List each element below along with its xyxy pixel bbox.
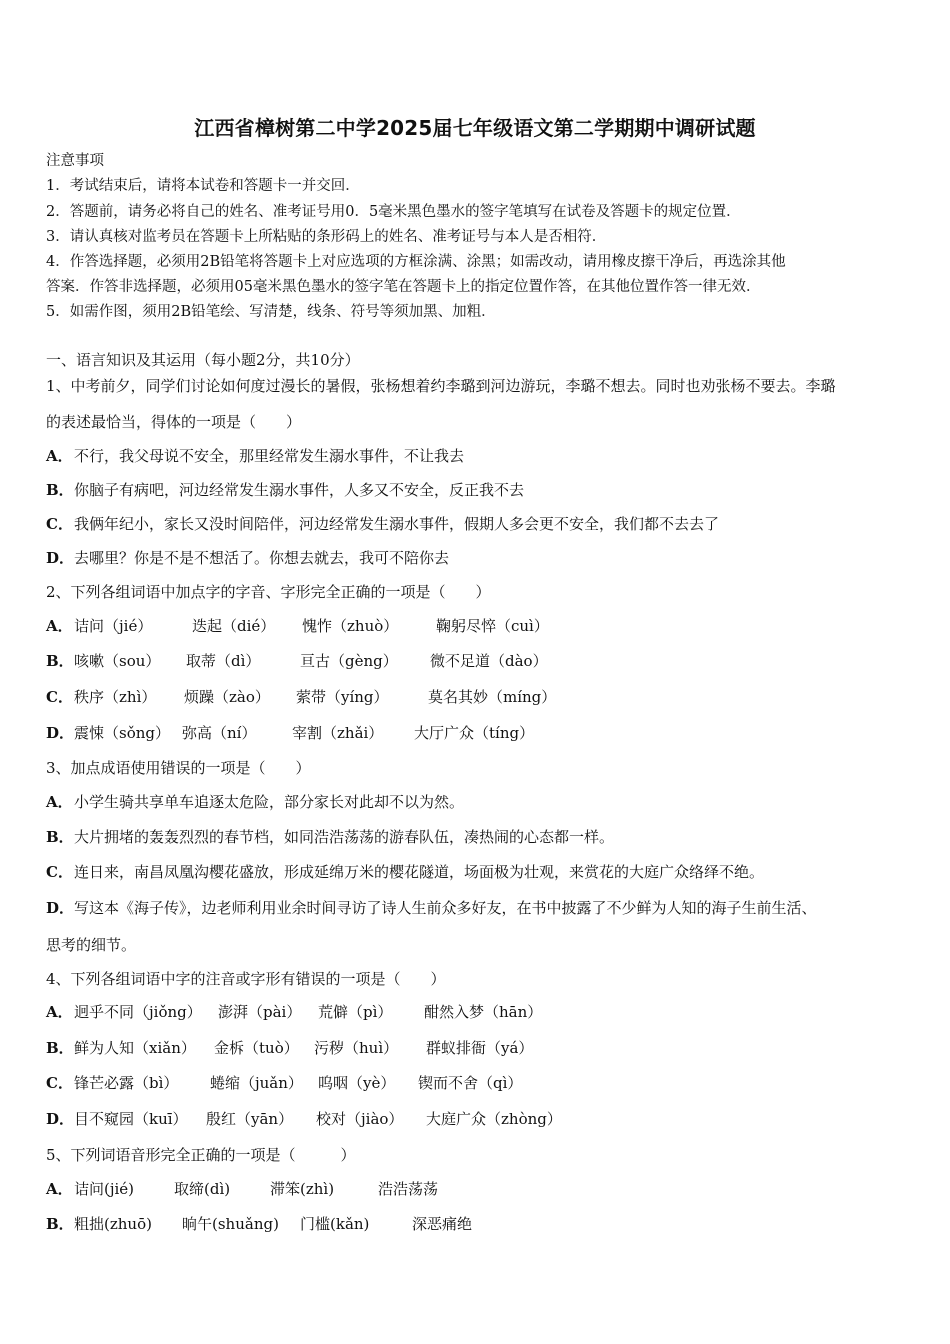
question-3-option-d: D．写这本《海子传》，边老师利用业余时间寻访了诗人生前众多好友，在书中披露了不少鲜为人知的海子生前生活、 bbox=[46, 899, 817, 917]
question-5-stem: 5、下列词语音形完全正确的一项是（ ） bbox=[46, 1146, 356, 1164]
question-5-option-b: B．粗拙(zhuō) 晌午(shuǎng) 门槛(kǎn) 深恶痛绝 bbox=[46, 1215, 473, 1233]
notice-item: 2．答题前，请务必将自己的姓名、准考证号用0．5毫米黑色墨水的签字笔填写在试卷及答题卡的规定位置． bbox=[46, 204, 741, 220]
question-4-stem: 4、下列各组词语中字的注音或字形有错误的一项是（ ） bbox=[46, 970, 446, 988]
question-1-stem: 1、中考前夕，同学们讨论如何度过漫长的暑假，张杨想着约李璐到河边游玩，李璐不想去。同时也劝张杨不要去。李璐 bbox=[46, 377, 836, 395]
notice-heading: 注意事项 bbox=[46, 153, 104, 169]
section-heading: 一、语言知识及其运用（每小题2分，共10分） bbox=[46, 351, 360, 369]
notice-item: 3．请认真核对监考员在答题卡上所粘贴的条形码上的姓名、准考证号与本人是否相符． bbox=[46, 229, 607, 245]
question-1-option-c: C．我俩年纪小，家长又没时间陪伴，河边经常发生溺水事件，假期人多会更不安全，我们都不去去了 bbox=[46, 515, 720, 533]
question-1-option-a: A．不行，我父母说不安全，那里经常发生溺水事件，不让我去 bbox=[46, 447, 465, 465]
question-3-option-c: C．连日来，南昌凤凰沟樱花盛放，形成延绵万米的樱花隧道，场面极为壮观，来赏花的大庭广众络绎不绝。 bbox=[46, 863, 765, 881]
question-2-stem: 2、下列各组词语中加点字的字音、字形完全正确的一项是（ ） bbox=[46, 583, 491, 601]
page-title: 江西省樟树第二中学2025届七年级语文第二学期期中调研试题 bbox=[194, 116, 756, 140]
question-1-stem-cont: 的表述最恰当，得体的一项是（ ） bbox=[46, 413, 302, 431]
question-4-option-b: B．鲜为人知（xiǎn） 金柝（tuò） 污秽（huì） 群蚁排衙（yá） bbox=[46, 1039, 534, 1057]
notice-item: 答案．作答非选择题，必须用05毫米黑色墨水的签字笔在答题卡上的指定位置作答，在其他位置作答一律无效． bbox=[46, 279, 761, 295]
question-2-option-d: D．震悚（sǒng） 弥高（ní） 宰割（zhǎi） 大厅广众（tíng） bbox=[46, 724, 535, 742]
question-3-stem: 3、加点成语使用错误的一项是（ ） bbox=[46, 759, 311, 777]
question-2-option-c: C．秩序（zhì） 烦躁（zào） 萦带（yíng） 莫名其妙（míng） bbox=[46, 688, 557, 706]
question-3-option-a: A．小学生骑共享单车追逐太危险，部分家长对此却不以为然。 bbox=[46, 793, 465, 811]
question-2-option-b: B．咳嗽（sou） 取蒂（dì） 亘古（gèng） 微不足道（dào） bbox=[46, 652, 548, 670]
question-4-option-a: A．迥乎不同（jiǒng） 澎湃（pài） 荒僻（pì） 酣然入梦（hān） bbox=[46, 1003, 543, 1021]
notice-item: 4．作答选择题，必须用2B铅笔将答题卡上对应选项的方框涂满、涂黑；如需改动，请用橡皮擦干净后，再选涂其他 bbox=[46, 254, 786, 270]
question-1-option-d: D．去哪里？你是不是不想活了。你想去就去，我可不陪你去 bbox=[46, 549, 450, 567]
notice-item: 1．考试结束后，请将本试卷和答题卡一并交回． bbox=[46, 178, 360, 194]
question-3-option-b: B．大片拥堵的轰轰烈烈的春节档，如同浩浩荡荡的游春队伍，凑热闹的心态都一样。 bbox=[46, 828, 615, 846]
question-4-option-d: D．目不窥园（kuī） 殷红（yān） 校对（jiào） 大庭广众（zhòng） bbox=[46, 1110, 562, 1128]
question-3-option-d-cont: 思考的细节。 bbox=[46, 936, 137, 954]
question-4-option-c: C．锋芒必露（bì） 蜷缩（juǎn） 呜咽（yè） 锲而不舍（qì） bbox=[46, 1074, 523, 1092]
notice-item: 5．如需作图，须用2B铅笔绘、写清楚，线条、符号等须加黑、加粗． bbox=[46, 304, 496, 320]
question-5-option-a: A．诘问(jié) 取缔(dì) 滞笨(zhì) 浩浩荡荡 bbox=[46, 1180, 439, 1198]
question-1-option-b: B．你脑子有病吧，河边经常发生溺水事件，人多又不安全，反正我不去 bbox=[46, 481, 525, 499]
question-2-option-a: A．诘问（jié） 迭起（dié） 愧怍（zhuò） 鞠躬尽悴（cuì） bbox=[46, 617, 549, 635]
